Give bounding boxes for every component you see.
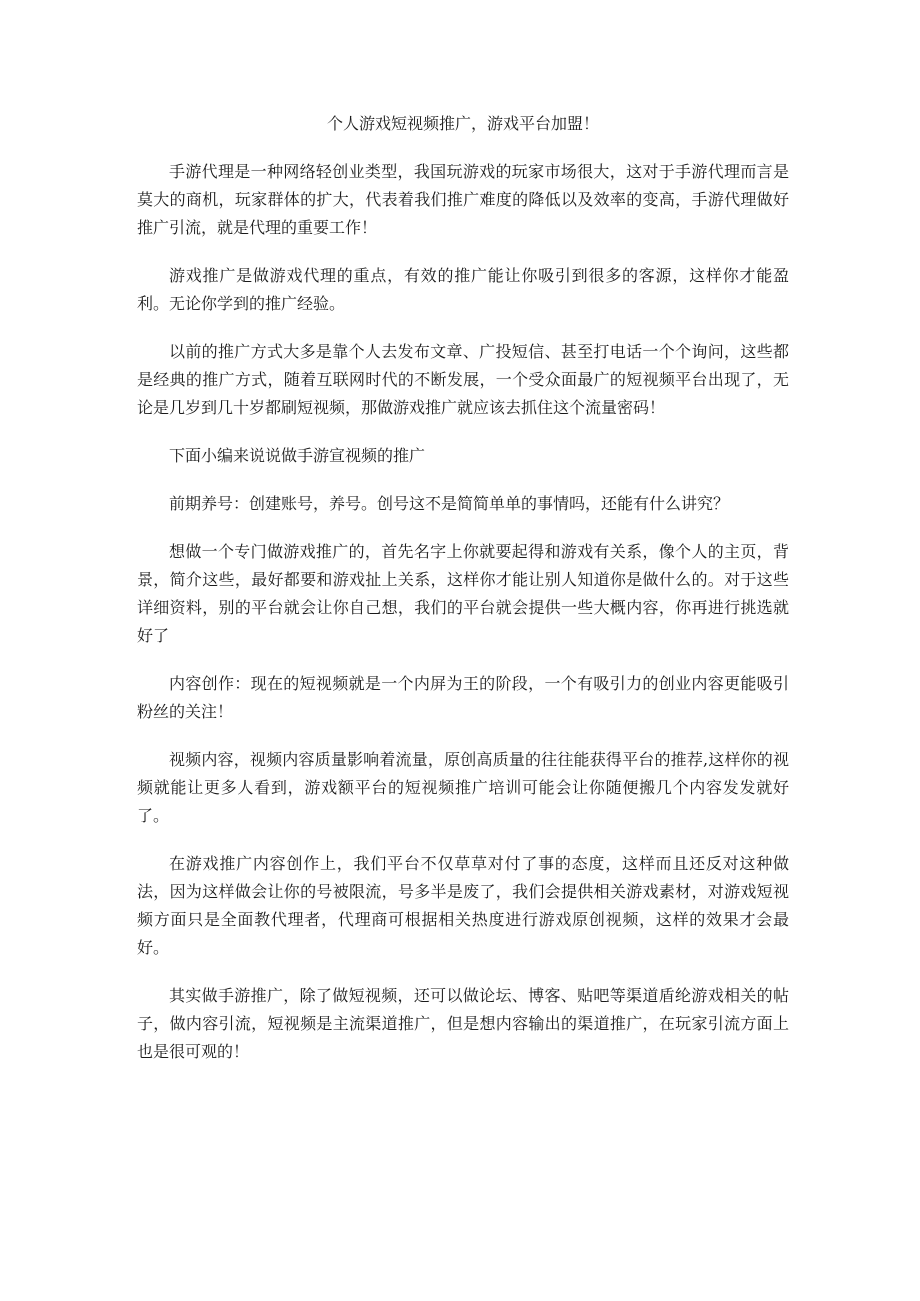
paragraph-1: 手游代理是一种网络轻创业类型，我国玩游戏的玩家市场很大，这对于手游代理而言是莫大的商机，玩家群体的扩大，代表着我们推广难度的降低以及效率的变高，手游代理做好推广引流，就是代理的重要工作！ (137, 162, 789, 237)
paragraph-4: 下面小编来说说做手游宣视频的推广 (169, 446, 426, 465)
paragraph-8: 视频内容，视频内容质量影响着流量，原创高质量的往往能获得平台的推荐,这样你的视频就能让更多人看到，游戏额平台的短视频推广培训可能会让你随便搬几个内容发发就好了。 (137, 750, 789, 825)
paragraph-5: 前期养号：创建账号，养号。创号这不是简简单单的事情吗，还能有什么讲究？ (169, 494, 730, 513)
paragraph-9: 在游戏推广内容创作上，我们平台不仅草草对付了事的态度，这样而且还反对这种做法，因为这样做会让你的号被限流，号多半是废了，我们会提供相关游戏素材，对游戏短视频方面只是全面教代理者，代理商可根据相关热度进行游戏原创视频，这样的效果才会最好。 (137, 854, 789, 957)
paragraph-6: 想做一个专门做游戏推广的，首先名字上你就要起得和游戏有关系，像个人的主页，背景，简介这些，最好都要和游戏扯上关系，这样你才能让别人知道你是做什么的。对于这些详细资料，别的平台就会让你自己想，我们的平台就会提供一些大概内容，你再进行挑选就好了 (137, 542, 789, 645)
paragraph-10: 其实做手游推广，除了做短视频，还可以做论坛、博客、贴吧等渠道盾纶游戏相关的帖子，做内容引流，短视频是主流渠道推广，但是想内容输出的渠道推广，在玩家引流方面上也是很可观的！ (137, 986, 789, 1061)
paragraph-7: 内容创作：现在的短视频就是一个内屏为王的阶段，一个有吸引力的创业内容更能吸引粉丝的关注！ (137, 674, 789, 721)
document-body (137, 110, 789, 1086)
document-title: 个人游戏短视频推广，游戏平台加盟！ (326, 114, 599, 133)
paragraph-2: 游戏推广是做游戏代理的重点，有效的推广能让你吸引到很多的客源，这样你才能盈利。无论你学到的推广经验。 (137, 266, 789, 313)
paragraph-3: 以前的推广方式大多是靠个人去发布文章、广投短信、甚至打电话一个个询问，这些都是经典的推广方式，随着互联网时代的不断发展，一个受众面最广的短视频平台出现了，无论是几岁到几十岁都刷短视频，那做游戏推广就应该去抓住这个流量密码！ (137, 342, 789, 417)
